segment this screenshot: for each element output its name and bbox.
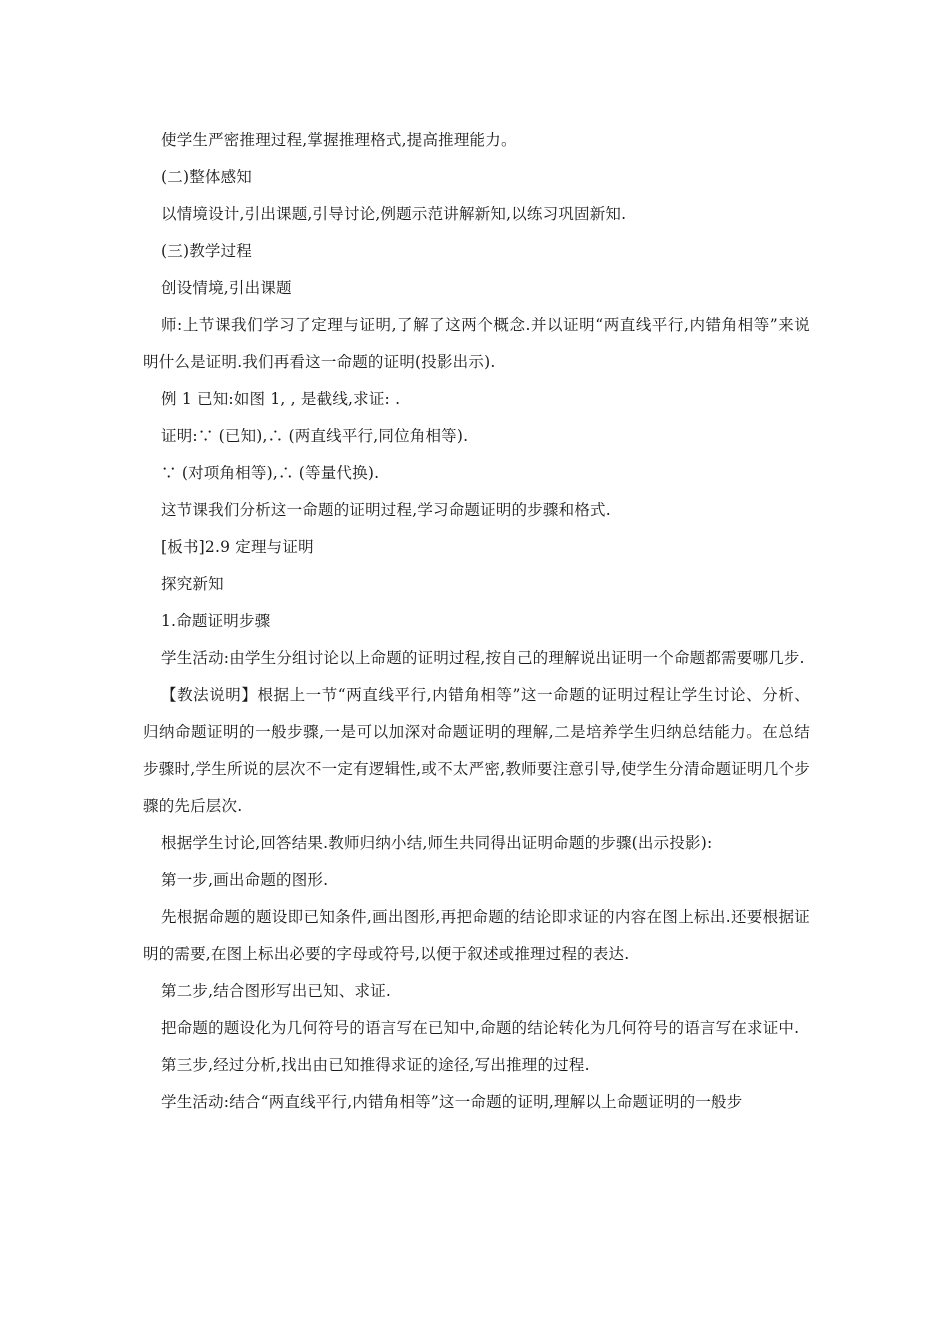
step-2: 第二步,结合图形写出已知、求证. xyxy=(161,982,392,1000)
step-1-detail: 先根据命题的题设即已知条件,画出图形,再把命题的结论即求证的内容在图上标出.还要根据证明的需要,在图上标出必要的字母或符号,以便于叙述或推理过程的表达. xyxy=(143,908,810,963)
step-1: 第一步,画出命题的图形. xyxy=(161,871,329,889)
subheading-scenario: 创设情境,引出课题 xyxy=(161,279,292,297)
step-3: 第三步,经过分析,找出由已知推得求证的途径,写出推理的过程. xyxy=(161,1056,590,1074)
step-2-detail: 把命题的题设化为几何符号的语言写在已知中,命题的结论转化为几何符号的语言写在求证中. xyxy=(161,1019,800,1037)
paragraph-student-activity-1: 学生活动:由学生分组讨论以上命题的证明过程,按自己的理解说出证明一个命题都需要哪几步. xyxy=(161,649,805,667)
section-heading-process: (三)教学过程 xyxy=(161,242,252,260)
subheading-explore: 探究新知 xyxy=(161,575,224,593)
paragraph-3: 以情境设计,引出课题,引导讨论,例题示范讲解新知,以练习巩固新知. xyxy=(161,205,627,223)
document-body xyxy=(143,122,810,1121)
board-note: [板书]2.9 定理与证明 xyxy=(161,538,314,556)
paragraph-teaching-note: 【教法说明】根据上一节“两直线平行,内错角相等”这一命题的证明过程让学生讨论、分析、归纳命题证明的一般步骤,一是可以加深对命题证明的理解,二是培养学生归纳总结能力。在总结步骤时,学生所说的层次不一定有逻辑性,或不太严密,教师要注意引导,使学生分清命题证明几个步骤的先后层次. xyxy=(143,686,810,815)
paragraph-lesson: 这节课我们分析这一命题的证明过程,学习命题证明的步骤和格式. xyxy=(161,501,611,519)
paragraph-summary: 根据学生讨论,回答结果.教师归纳小结,师生共同得出证明命题的步骤(出示投影): xyxy=(161,834,713,852)
paragraph-1: 使学生严密推理过程,掌握推理格式,提高推理能力。 xyxy=(161,131,517,149)
proof-line-1: 证明:∵ (已知),∴ (两直线平行,同位角相等). xyxy=(161,427,469,445)
proof-line-2: ∵ (对项角相等),∴ (等量代换). xyxy=(161,464,380,482)
paragraph-student-activity-2: 学生活动:结合“两直线平行,内错角相等”这一命题的证明,理解以上命题证明的一般步 xyxy=(161,1093,743,1111)
paragraph-teacher: 师:上节课我们学习了定理与证明,了解了这两个概念.并以证明“两直线平行,内错角相等”来说明什么是证明.我们再看这一命题的证明(投影出示). xyxy=(143,316,810,371)
example-1: 例 1 已知:如图 1, , 是截线,求证: . xyxy=(161,390,401,408)
section-heading-overall: (二)整体感知 xyxy=(161,168,252,186)
subheading-steps: 1.命题证明步骤 xyxy=(161,612,271,630)
